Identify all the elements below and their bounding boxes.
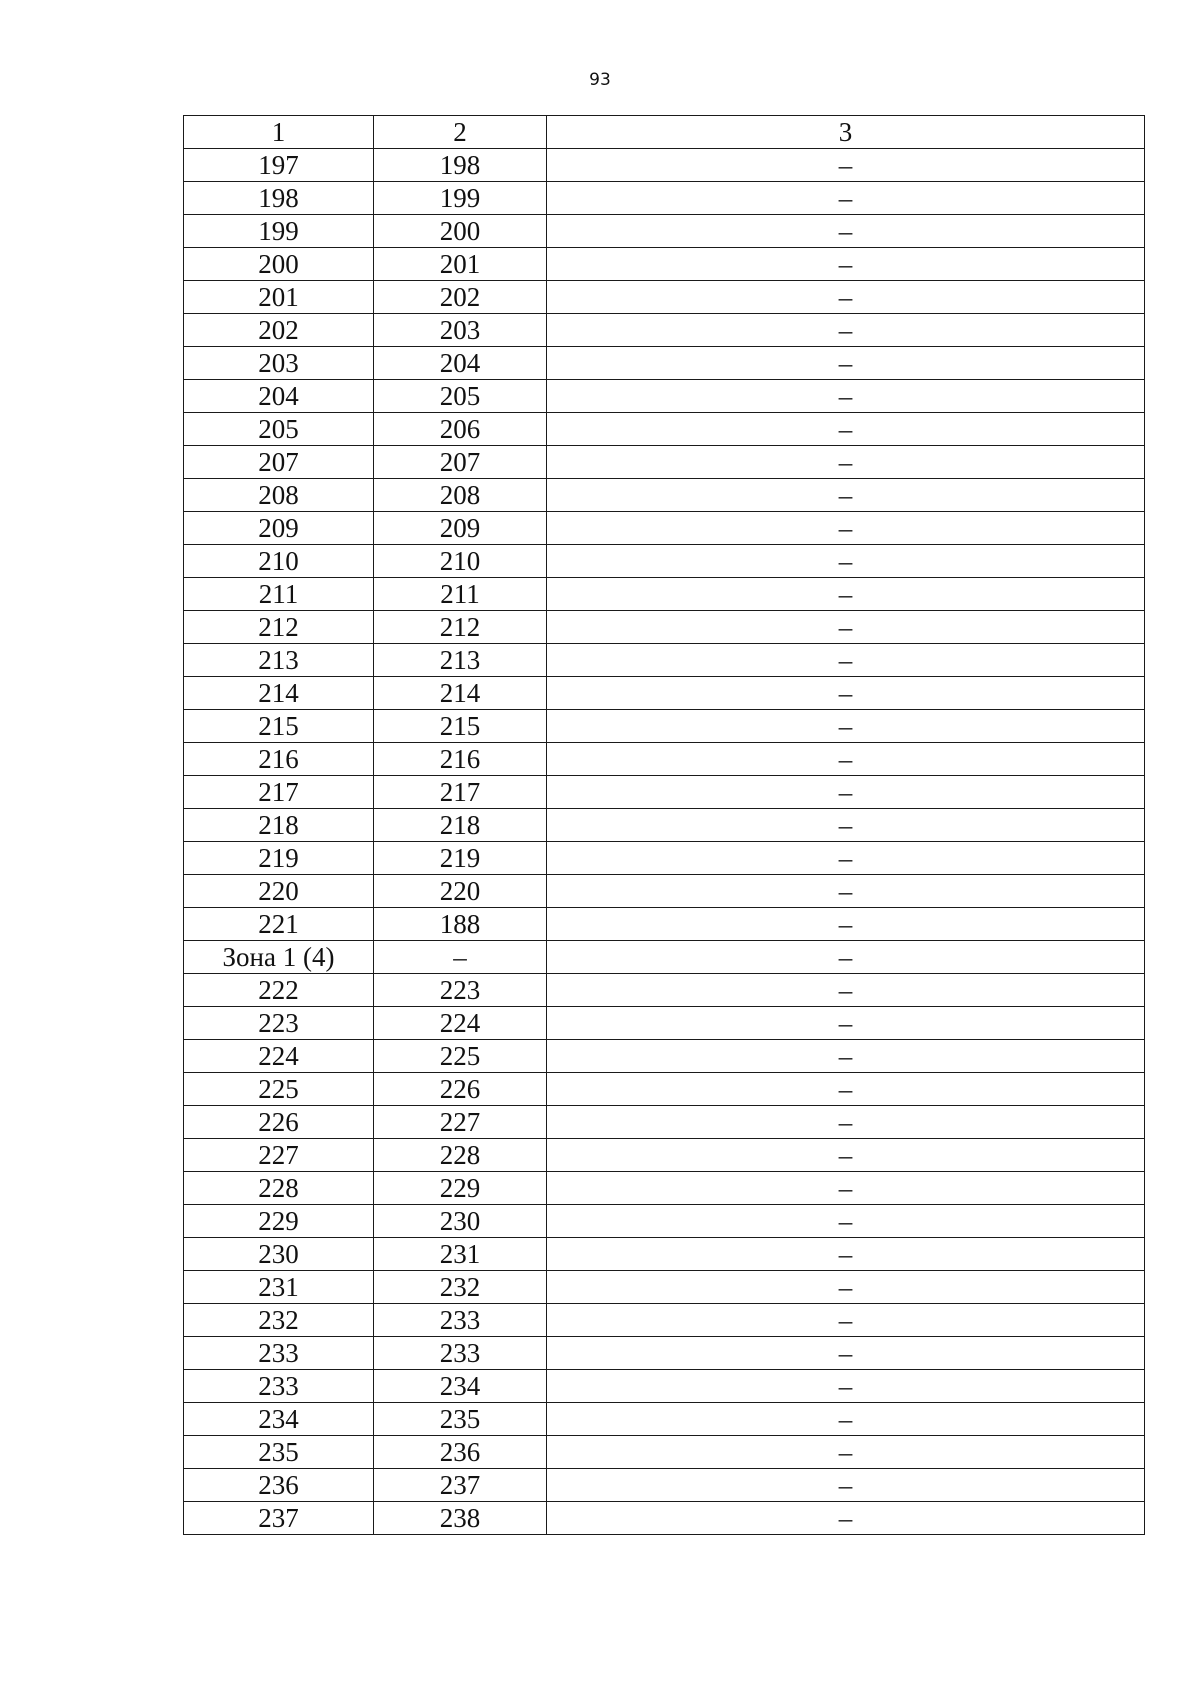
table-row [184,677,1145,710]
table-row [184,479,1145,512]
table-row [184,248,1145,281]
table-cell-col-3: – [547,545,1145,578]
table-row [184,446,1145,479]
table-row [184,380,1145,413]
table-cell-col-2: 214 [374,677,547,710]
table-row [184,644,1145,677]
table-row [184,1502,1145,1535]
table-cell-col-3: – [547,215,1145,248]
table-cell-col-2: 219 [374,842,547,875]
table-cell-col-2: 209 [374,512,547,545]
table-cell-col-2: 227 [374,1106,547,1139]
table-cell-col-1: 204 [184,380,374,413]
table-cell-col-2: 235 [374,1403,547,1436]
table-cell-col-3: – [547,1436,1145,1469]
table-cell-col-3: – [547,149,1145,182]
table-cell-col-2: 198 [374,149,547,182]
table-cell-col-2: 231 [374,1238,547,1271]
table-cell-col-1: 214 [184,677,374,710]
table-cell-col-2: 212 [374,611,547,644]
table-cell-col-3: – [547,1403,1145,1436]
table-row [184,974,1145,1007]
table-cell-col-3: – [547,1238,1145,1271]
table-cell-col-3: – [547,1139,1145,1172]
table-row [184,611,1145,644]
table-row [184,512,1145,545]
table-cell-col-2: 217 [374,776,547,809]
table-cell-col-3: – [547,842,1145,875]
table-cell-col-2: 205 [374,380,547,413]
table-cell-col-2: 224 [374,1007,547,1040]
table-cell-col-2: 226 [374,1073,547,1106]
table-cell-col-1: 213 [184,644,374,677]
table-body [184,116,1145,1535]
table-cell-col-3: – [547,281,1145,314]
table-cell-col-3: – [547,1040,1145,1073]
table-cell-col-2: 218 [374,809,547,842]
table-cell-col-2: 208 [374,479,547,512]
table-row [184,545,1145,578]
table-cell-col-1: 233 [184,1337,374,1370]
table-cell-col-3: – [547,809,1145,842]
table-cell-col-2: 215 [374,710,547,743]
table-row [184,413,1145,446]
table-cell-col-1: Зона 1 (4) [184,941,374,974]
table-cell-col-1: 234 [184,1403,374,1436]
table-row [184,1436,1145,1469]
table-cell-col-1: 235 [184,1436,374,1469]
table-cell-col-2: 204 [374,347,547,380]
table-row [184,710,1145,743]
table-row [184,314,1145,347]
table-cell-col-1: 230 [184,1238,374,1271]
table-cell-col-1: 227 [184,1139,374,1172]
table-cell-col-3: – [547,182,1145,215]
table-cell-col-1: 210 [184,545,374,578]
table-cell-col-3: – [547,1469,1145,1502]
table-cell-col-1: 225 [184,1073,374,1106]
page-number: 93 [589,70,611,90]
table-row [184,281,1145,314]
table-cell-col-3: – [547,1271,1145,1304]
table-row [184,149,1145,182]
table-cell-col-2: 206 [374,413,547,446]
table-row [184,1040,1145,1073]
table-cell-col-3: – [547,1007,1145,1040]
table-cell-col-3: – [547,479,1145,512]
table-row [184,1304,1145,1337]
table-cell-col-3: – [547,446,1145,479]
table-cell-col-1: 223 [184,1007,374,1040]
table-header-row [184,116,1145,149]
table-row [184,809,1145,842]
table-cell-col-2: 232 [374,1271,547,1304]
table-cell-col-3: – [547,710,1145,743]
table-cell-col-1: 203 [184,347,374,380]
table-cell-col-1: 211 [184,578,374,611]
table-cell-col-2: 234 [374,1370,547,1403]
table-row [184,908,1145,941]
table-cell-col-3: – [547,1205,1145,1238]
table-cell-col-2: 223 [374,974,547,1007]
table-cell-col-2: 229 [374,1172,547,1205]
table-cell-col-3: – [547,743,1145,776]
table-cell-col-1: 218 [184,809,374,842]
table-cell-col-2: 211 [374,578,547,611]
header-cell-3: 3 [547,116,1145,149]
table-row [184,1205,1145,1238]
table-cell-col-2: 188 [374,908,547,941]
table-cell-col-1: 199 [184,215,374,248]
table-row [184,743,1145,776]
table-cell-col-1: 237 [184,1502,374,1535]
table-cell-col-2: 216 [374,743,547,776]
table-row [184,1139,1145,1172]
table-cell-col-3: – [547,644,1145,677]
table-cell-col-2: 233 [374,1337,547,1370]
table-row [184,875,1145,908]
table-row [184,941,1145,974]
table-cell-col-2: 233 [374,1304,547,1337]
table-cell-col-2: 230 [374,1205,547,1238]
table-cell-col-3: – [547,1172,1145,1205]
table-cell-col-2: 238 [374,1502,547,1535]
table-cell-col-1: 209 [184,512,374,545]
table-cell-col-2: 237 [374,1469,547,1502]
table-cell-col-1: 220 [184,875,374,908]
table-row [184,215,1145,248]
table-cell-col-2: 225 [374,1040,547,1073]
table-cell-col-3: – [547,512,1145,545]
table-cell-col-2: 201 [374,248,547,281]
table-cell-col-1: 205 [184,413,374,446]
table-cell-col-1: 216 [184,743,374,776]
table-cell-col-3: – [547,1502,1145,1535]
table-cell-col-2: 203 [374,314,547,347]
table-cell-col-1: 224 [184,1040,374,1073]
table-row [184,1073,1145,1106]
table-cell-col-3: – [547,248,1145,281]
table-cell-col-2: 200 [374,215,547,248]
table-cell-col-2: 236 [374,1436,547,1469]
table-row [184,578,1145,611]
header-cell-2: 2 [374,116,547,149]
table-cell-col-1: 221 [184,908,374,941]
table-row [184,1007,1145,1040]
table-cell-col-3: – [547,1370,1145,1403]
table-cell-col-2: 213 [374,644,547,677]
table-cell-col-3: – [547,941,1145,974]
table-cell-col-3: – [547,611,1145,644]
table-cell-col-3: – [547,875,1145,908]
table-cell-col-2: 228 [374,1139,547,1172]
table-cell-col-2: 220 [374,875,547,908]
table-row [184,1271,1145,1304]
table-cell-col-3: – [547,578,1145,611]
table-cell-col-3: – [547,347,1145,380]
table-cell-col-1: 202 [184,314,374,347]
table-cell-col-3: – [547,380,1145,413]
table-cell-col-3: – [547,908,1145,941]
table-cell-col-1: 198 [184,182,374,215]
table-row [184,347,1145,380]
table-cell-col-2: 202 [374,281,547,314]
table-cell-col-2: 210 [374,545,547,578]
table-row [184,1238,1145,1271]
table-cell-col-1: 219 [184,842,374,875]
table-cell-col-1: 201 [184,281,374,314]
table-cell-col-1: 222 [184,974,374,1007]
table-cell-col-1: 231 [184,1271,374,1304]
table-cell-col-1: 233 [184,1370,374,1403]
table-row [184,1337,1145,1370]
table-row [184,1172,1145,1205]
table-cell-col-1: 217 [184,776,374,809]
table-cell-col-3: – [547,413,1145,446]
table-cell-col-3: – [547,776,1145,809]
table-row [184,842,1145,875]
table-cell-col-1: 229 [184,1205,374,1238]
table-cell-col-1: 215 [184,710,374,743]
table-cell-col-2: 207 [374,446,547,479]
table-row [184,1370,1145,1403]
table-cell-col-1: 207 [184,446,374,479]
data-table [183,115,1145,1535]
table-cell-col-3: – [547,1106,1145,1139]
table-cell-col-1: 212 [184,611,374,644]
table-row [184,182,1145,215]
table-cell-col-2: – [374,941,547,974]
table-cell-col-1: 197 [184,149,374,182]
table-cell-col-1: 226 [184,1106,374,1139]
table-cell-col-1: 236 [184,1469,374,1502]
table-row [184,1403,1145,1436]
table-cell-col-3: – [547,677,1145,710]
table-row [184,776,1145,809]
table-cell-col-3: – [547,314,1145,347]
header-cell-1: 1 [184,116,374,149]
table-cell-col-3: – [547,1304,1145,1337]
table-row [184,1106,1145,1139]
table-row [184,1469,1145,1502]
table-cell-col-3: – [547,1073,1145,1106]
table-cell-col-2: 199 [374,182,547,215]
table-cell-col-1: 200 [184,248,374,281]
table-cell-col-1: 208 [184,479,374,512]
table-cell-col-1: 232 [184,1304,374,1337]
table-cell-col-3: – [547,1337,1145,1370]
table-cell-col-3: – [547,974,1145,1007]
table-cell-col-1: 228 [184,1172,374,1205]
